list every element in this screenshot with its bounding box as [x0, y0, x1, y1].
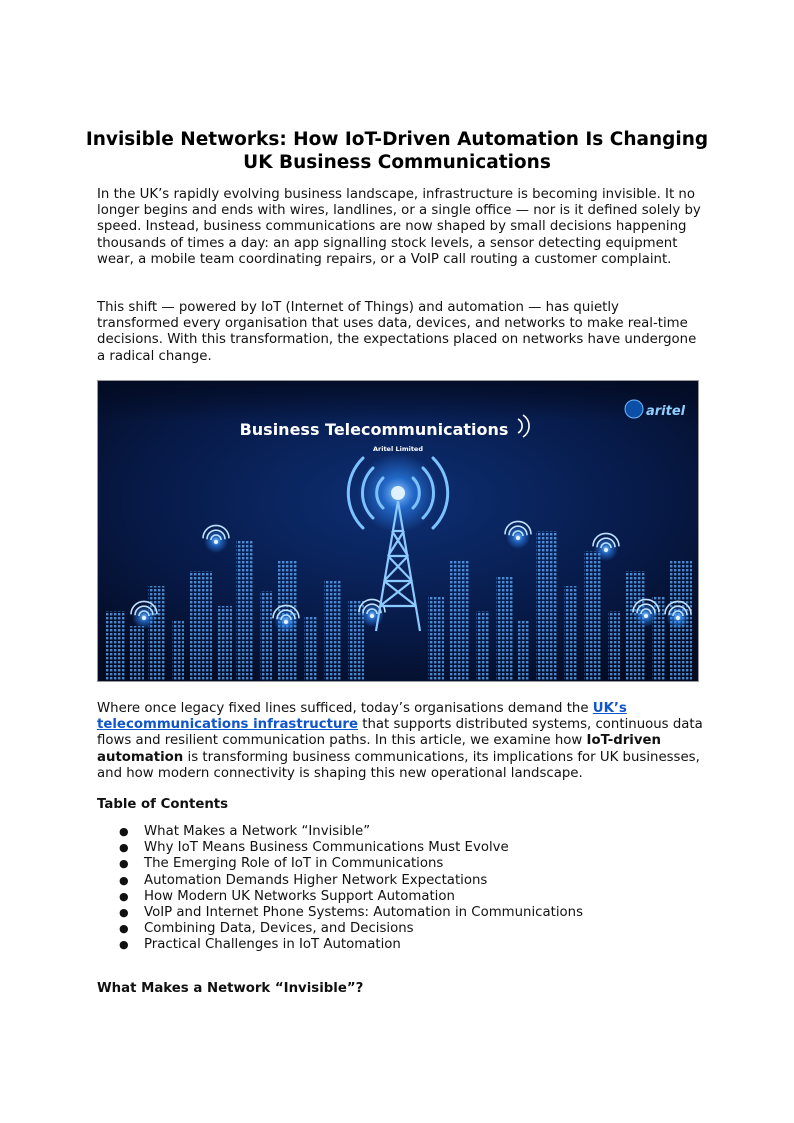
skyline-building [190, 571, 212, 681]
toc-item-label: Combining Data, Devices, and Decisions [144, 921, 414, 937]
toc-item[interactable] [97, 873, 583, 889]
toc-item-label: VoIP and Internet Phone Systems: Automation in Communications [144, 904, 584, 920]
bullet-icon: ● [119, 857, 129, 871]
skyline-building [564, 586, 578, 681]
title-line-1: Invisible Networks: How IoT-Driven Automation Is Changing [85, 129, 709, 150]
toc-item-label: Why IoT Means Business Communications Must Evolve [144, 840, 509, 856]
table-of-contents [97, 824, 583, 954]
body-paragraph-3 [97, 701, 703, 782]
section-heading: What Makes a Network “Invisible”? [97, 981, 364, 996]
skyline-building [324, 581, 342, 681]
toc-item-label: Automation Demands Higher Network Expectations [144, 872, 488, 888]
toc-item[interactable] [97, 921, 583, 937]
article-title [60, 128, 734, 174]
hero-headline: Business Telecommunications [239, 420, 509, 439]
toc-item[interactable] [97, 840, 583, 856]
telecom-infrastructure-link[interactable]: UK’s telecommunications infrastructure [97, 701, 627, 733]
skyline-building [106, 611, 126, 681]
skyline-building [148, 586, 166, 681]
skyline-building [130, 626, 144, 681]
bullet-icon: ● [119, 825, 129, 838]
skyline-building [260, 591, 272, 681]
p3-text-1: Where once legacy fixed lines sufficed, today’s organisations demand the [97, 701, 593, 716]
skyline-building [304, 616, 318, 681]
toc-item-label: Practical Challenges in IoT Automation [144, 937, 401, 953]
title-line-2: UK Business Communications [243, 152, 551, 173]
toc-item[interactable] [97, 824, 583, 840]
bullet-icon: ● [119, 905, 129, 919]
toc-item[interactable] [97, 937, 583, 953]
skyline-building [450, 561, 470, 681]
skyline-building [584, 551, 602, 681]
skyline-building [536, 531, 558, 681]
skyline-building [218, 606, 232, 681]
toc-item-label: What Makes a Network “Invisible” [144, 824, 371, 839]
intro-paragraph-1: In the UK’s rapidly evolving business landscape, infrastructure is becoming invisible. It no longer begins and ends with wires, landlines, or a single office — nor is it defined solely by speed. Instead, business communications are now shaped by small decisions happening thousands of times a day: an app signalling stock levels, a sensor detecting equipment wear, a mobile team coordinating repairs, or a VoIP call routing a customer complaint. [97, 187, 701, 267]
bullet-icon: ● [119, 841, 129, 855]
bullet-icon: ● [119, 922, 129, 936]
skyline-building [496, 576, 514, 681]
hero-subheadline: Aritel Limited [372, 445, 424, 453]
toc-item-label: The Emerging Role of IoT in Communications [144, 856, 444, 872]
p3-text-2: that supports distributed systems, continuous data flows and resilient communication paths. In this article, we examine how [97, 717, 703, 749]
bullet-icon: ● [119, 873, 129, 887]
bullet-icon: ● [119, 938, 129, 952]
p3-text-3: is transforming business communications, its implications for UK businesses, and how modern connectivity is shaping this new operational landscape. [97, 749, 700, 781]
skyline-building [236, 541, 254, 681]
p3-bold-text: IoT-driven automation [97, 733, 662, 765]
skyline-building [476, 611, 490, 681]
toc-heading: Table of Contents [97, 797, 229, 812]
skyline-building [608, 611, 620, 681]
toc-item[interactable] [97, 889, 583, 905]
hero-image [97, 380, 699, 682]
hero-illustration [98, 381, 698, 681]
skyline-building [518, 621, 530, 681]
logo-text: aritel [646, 404, 686, 419]
bullet-icon: ● [119, 889, 129, 903]
skyline-building [172, 621, 184, 681]
toc-item[interactable] [97, 856, 583, 872]
toc-item-label: How Modern UK Networks Support Automation [144, 888, 455, 904]
toc-item[interactable] [97, 905, 583, 921]
skyline-building [428, 596, 444, 681]
intro-paragraph-2: This shift — powered by IoT (Internet of Things) and automation — has quietly transformed every organisation that uses data, devices, and networks to make real-time decisions. With this transformation, the expectations placed on networks have undergone a radical change. [97, 300, 697, 364]
